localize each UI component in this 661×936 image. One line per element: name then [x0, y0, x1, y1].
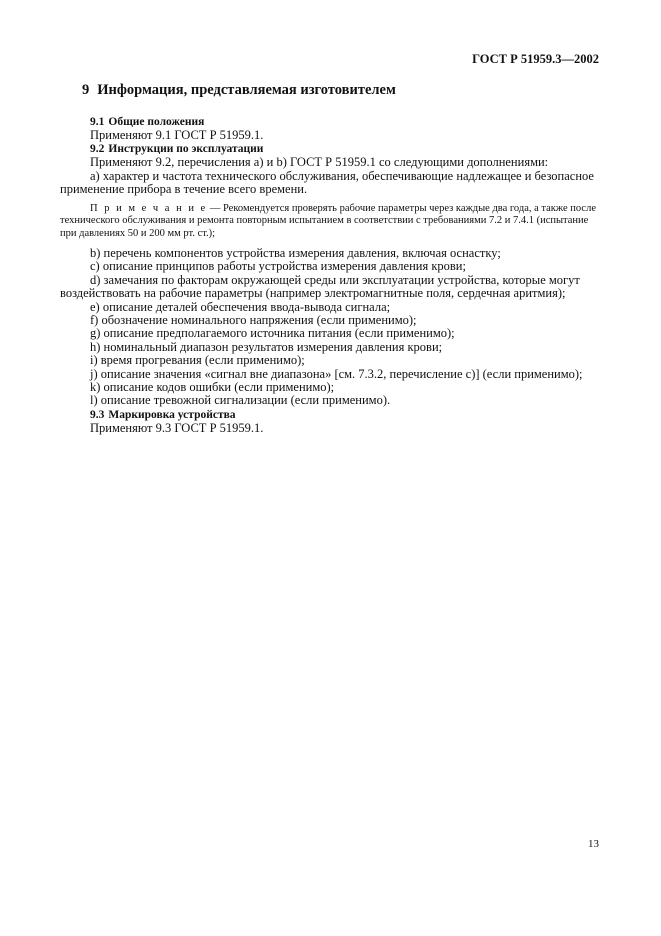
instructions-list [60, 246, 600, 408]
subsection-title: Инструкции по эксплуатации [108, 143, 264, 156]
subsection-title: Общие положения [108, 116, 205, 128]
list-item: b) перечень компонентов устройства измерения давления, включая оснастку; [90, 246, 501, 261]
list-item: f) обозначение номинального напряжения (если применимо); [90, 313, 417, 328]
subsection-number: 9.3 [90, 408, 105, 421]
subsection-heading-9-2 [90, 142, 600, 156]
paragraph: Применяют 9.1 ГОСТ Р 51959.1. [90, 128, 264, 142]
paragraph: Применяют 9.2, перечисления а) и b) ГОСТ Р 51959.1 со следующими дополнениями: [90, 155, 549, 170]
subsection-number: 9.1 [90, 116, 105, 128]
section-number: 9 [82, 82, 90, 98]
list-item: g) описание предполагаемого источника питания (если применимо); [90, 326, 455, 341]
list-item-a: а) характер и частота технического обслуживания, обеспечивающие надлежащее и безопасное применение прибора в течение всего времени. [60, 168, 594, 197]
section-title-text: Информация, представляемая изготовителем [97, 82, 396, 98]
subsection-heading-9-3 [90, 408, 600, 422]
note-text: — Рекомендуется проверять рабочие параметры через каждые два года, а также после технического обслуживания и ремонта повторным испытанием в соответствии с требованиями 7.2 и 7.4.1 (испытание при давлениях 50 и 200 мм рт. ст.); [60, 202, 596, 240]
list-item: i) время прогревания (если применимо); [90, 353, 305, 368]
list-item: e) описание деталей обеспечения ввода-вывода сигнала; [90, 299, 391, 314]
section-title [82, 82, 600, 99]
subsection-title: Маркировка устройства [108, 408, 236, 421]
note [60, 203, 600, 241]
subsection-heading-9-1 [90, 115, 600, 129]
list-item: l) описание тревожной сигнализации (если применимо). [90, 393, 391, 408]
page-number: 13 [588, 838, 599, 850]
list-item: k) описание кодов ошибки (если применимо); [90, 380, 335, 395]
subsection-number: 9.2 [90, 143, 105, 156]
page-content [60, 82, 600, 435]
list-item: c) описание принципов работы устройства измерения давления крови; [90, 259, 466, 274]
document-header: ГОСТ Р 51959.3—2002 [472, 52, 599, 66]
list-item: d) замечания по факторам окружающей среды или эксплуатации устройства, которые могут воздействовать на рабочие параметры (например электромагнитные поля, сердечная аритмия); [60, 272, 580, 301]
list-item: j) описание значения «сигнал вне диапазона» [см. 7.3.2, перечисление с)] (если применимо); [90, 366, 583, 381]
note-label: П р и м е ч а н и е [90, 202, 208, 214]
list-item: h) номинальный диапазон результатов измерения давления крови; [90, 339, 443, 354]
paragraph: Применяют 9.3 ГОСТ Р 51959.1. [90, 420, 264, 435]
